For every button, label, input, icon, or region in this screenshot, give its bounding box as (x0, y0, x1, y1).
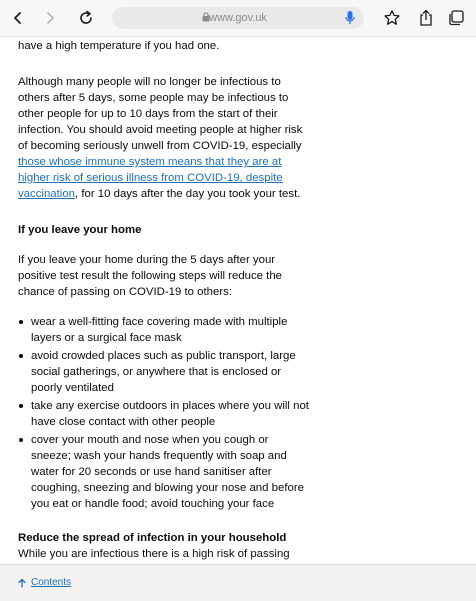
contents-bar (0, 564, 476, 601)
bullet-icon (19, 438, 23, 442)
reload-icon (78, 10, 94, 26)
url-text: www.gov.uk (209, 12, 267, 24)
paragraph-text-end: , for 10 days after the day you took your test. (75, 188, 301, 200)
heading-leave-home: If you leave your home (18, 224, 142, 236)
list-item-text: avoid crowded places such as public transport, large social gatherings, or anywhere that is enclosed or poorly ventilated (31, 350, 296, 394)
share-icon (418, 9, 434, 27)
forward-button[interactable] (38, 6, 62, 30)
list-item-text: take any exercise outdoors in places where you will not have close contact with other people (31, 400, 309, 428)
bookmark-button[interactable] (380, 6, 404, 30)
paragraph-leave-home: If you leave your home during the 5 days after your positive test result the following steps will reduce the chance of passing on COVID-19 to others: (18, 254, 283, 298)
paragraph-infectious-period (18, 74, 310, 202)
contents-link-label: Contents (31, 577, 72, 588)
address-bar[interactable] (112, 7, 364, 29)
browser-toolbar (0, 0, 476, 37)
bullet-icon (19, 404, 23, 408)
list-item (18, 432, 310, 512)
immune-system-link[interactable]: those whose immune system means that they are at higher risk of serious illness from COVID-19, despite vaccination (18, 156, 283, 200)
arrow-up-icon (18, 578, 26, 588)
list-item (18, 314, 310, 346)
heading-reduce-spread: Reduce the spread of infection in your household (18, 532, 287, 544)
contents-link[interactable] (18, 576, 71, 590)
chevron-right-icon (43, 11, 57, 25)
paragraph-household: While you are infectious there is a high risk of passing (18, 548, 290, 560)
list-item (18, 398, 310, 430)
share-button[interactable] (414, 6, 438, 30)
back-button[interactable] (6, 6, 30, 30)
tabs-button[interactable] (444, 6, 468, 30)
paragraph-text: Although many people will no longer be infectious to others after 5 days, some people may be infectious to other people for up to 10 days from the start of their infection. You should avoid meeting people at higher risk of becoming seriously unwell from COVID-19, especially (18, 76, 303, 152)
paragraph-resume-activities: have a high temperature if you had one. (18, 40, 220, 52)
list-item (18, 348, 310, 396)
list-item-text: wear a well-fitting face covering made with multiple layers or a surgical face mask (31, 316, 288, 344)
microphone-icon (345, 10, 355, 26)
star-icon (383, 9, 401, 27)
bullet-icon (19, 320, 23, 324)
tabs-icon (447, 9, 465, 27)
article-body (18, 22, 310, 562)
chevron-left-icon (11, 11, 25, 25)
bullet-icon (19, 354, 23, 358)
list-item-text: cover your mouth and nose when you cough or sneeze; wash your hands frequently with soap and water for 20 seconds or use hand sanitiser after coughing, sneezing and blowing your nose and before you eat or handle food; avoid touching your face (31, 434, 304, 510)
reload-button[interactable] (74, 6, 98, 30)
steps-list (18, 314, 310, 512)
